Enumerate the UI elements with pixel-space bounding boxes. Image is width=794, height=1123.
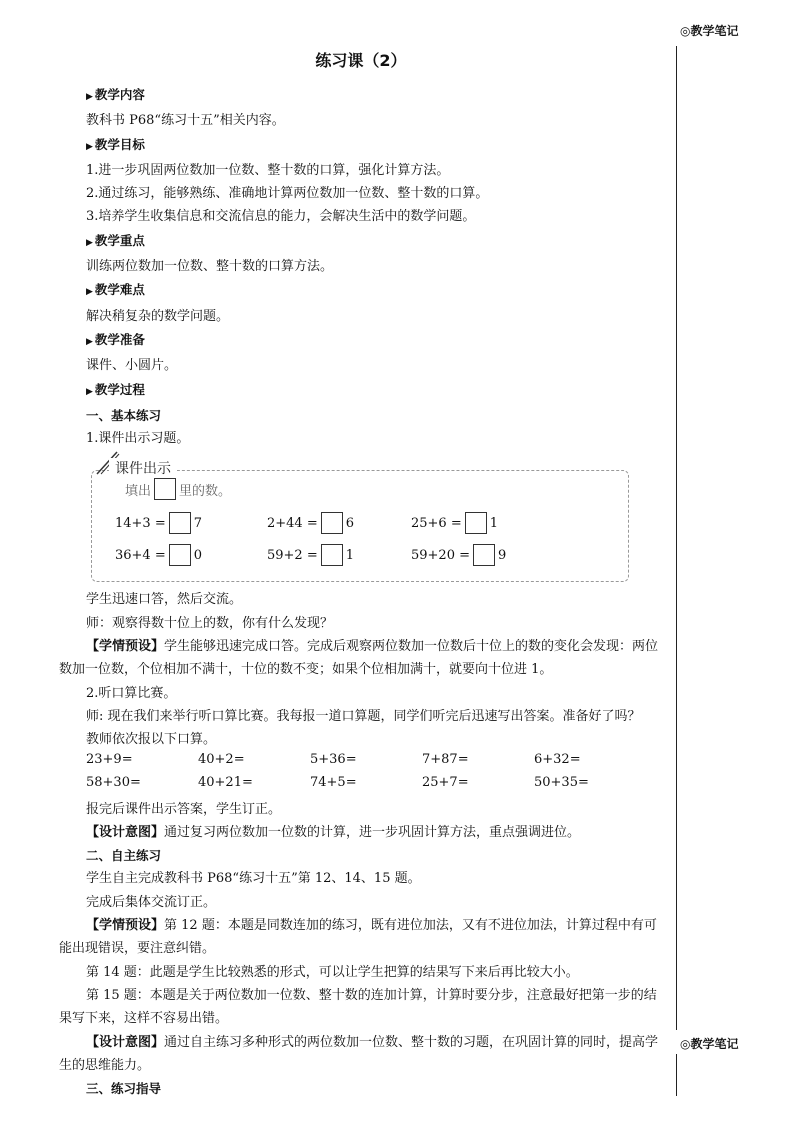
exercise-item: 36+4 = 0 bbox=[115, 544, 202, 566]
courseware-label: 课件出示 bbox=[109, 458, 177, 478]
part-heading: 三、练习指导 bbox=[86, 1081, 162, 1097]
oral-item: 74+5= bbox=[310, 774, 357, 790]
exercise-item: 25+6 = 1 bbox=[411, 512, 498, 534]
section-heading: ▶ 教学目标 bbox=[86, 136, 145, 152]
blank-box bbox=[321, 512, 343, 534]
part-heading: 一、基本练习 bbox=[86, 407, 162, 423]
section-heading: ▶ 教学过程 bbox=[86, 381, 145, 397]
paragraph: 第 14 题：此题是学生比较熟悉的形式，可以让学生把算的结果写下来后再比较大小。 bbox=[86, 964, 579, 980]
paragraph: 报完后课件出示答案，学生订正。 bbox=[86, 801, 282, 817]
exercise-item: 59+2 = 1 bbox=[267, 544, 354, 566]
paragraph: 1.进一步巩固两位数加一位数、整十数的口算，强化计算方法。 bbox=[86, 162, 450, 178]
part-heading: 二、自主练习 bbox=[86, 848, 162, 864]
oral-item: 7+87= bbox=[422, 751, 469, 767]
blank-box bbox=[169, 544, 191, 566]
courseware-hint: 填出 里的数。 bbox=[125, 478, 231, 500]
paragraph: 训练两位数加一位数、整十数的口算方法。 bbox=[86, 259, 334, 275]
page-title: 练习课（2） bbox=[315, 51, 407, 70]
margin-note-bottom: ◎教学笔记 bbox=[680, 1037, 739, 1051]
paragraph: 1.课件出示习题。 bbox=[86, 431, 190, 447]
paragraph: 学生迅速口答，然后交流。 bbox=[86, 592, 243, 608]
paragraph: 师：观察得数十位上的数，你有什么发现？ bbox=[86, 615, 334, 631]
paragraph: 【设计意图】通过复习两位数加一位数的计算，进一步巩固计算方法，重点强调进位。 bbox=[86, 824, 581, 840]
paragraph: 第 15 题：本题是关于两位数加一位数、整十数的连加计算，计算时要分步，注意最好把第一步的结果写下来，这样不容易出错。 bbox=[59, 987, 657, 1027]
oral-calc-grid bbox=[86, 752, 666, 798]
margin-divider-lower bbox=[676, 1054, 677, 1096]
exercise-item: 2+44 = 6 bbox=[267, 512, 354, 534]
triangle-icon: ▶ bbox=[86, 336, 93, 347]
blank-box bbox=[473, 544, 495, 566]
section-heading: ▶ 教学难点 bbox=[86, 282, 145, 298]
section-heading: ▶ 教学重点 bbox=[86, 232, 145, 248]
paragraph: 【设计意图】通过自主练习多种形式的两位数加一位数、整十数的习题，在巩固计算的同时，提高学生的思维能力。 bbox=[59, 1034, 659, 1073]
triangle-icon: ▶ bbox=[86, 92, 93, 102]
triangle-icon: ▶ bbox=[86, 141, 93, 152]
oral-item: 25+7= bbox=[422, 774, 469, 790]
triangle-icon: ▶ bbox=[86, 287, 93, 298]
paragraph: 教科书 P68“练习十五”相关内容。 bbox=[86, 113, 285, 129]
section-heading: ▶ 教学准备 bbox=[86, 331, 145, 347]
paragraph: 【学情预设】学生能够迅速完成口答。完成后观察两位数加一位数后十位上的数的变化会发现：两位数加一位数，个位相加不满十，十位的数不变；如果个位相加满十，就要向十位进 1。 bbox=[59, 639, 659, 678]
triangle-icon: ▶ bbox=[86, 386, 93, 397]
oral-item: 40+21= bbox=[198, 774, 253, 790]
blank-box bbox=[169, 512, 191, 534]
triangle-icon: ▶ bbox=[86, 237, 93, 248]
paragraph: 学生自主完成教科书 P68“练习十五”第 12、14、15 题。 bbox=[86, 871, 421, 887]
oral-item: 50+35= bbox=[534, 774, 589, 790]
paragraph: 解决稍复杂的数学问题。 bbox=[86, 308, 230, 324]
paragraph: 【学情预设】第 12 题：本题是同数连加的练习，既有进位加法，又有不进位加法，计算过程中有可能出现错误，要注意纠错。 bbox=[59, 918, 657, 957]
oral-item: 40+2= bbox=[198, 751, 245, 767]
paragraph: 课件、小圆片。 bbox=[86, 358, 178, 374]
paragraph: 2.听口算比赛。 bbox=[86, 685, 177, 701]
margin-divider bbox=[676, 46, 677, 1030]
oral-item: 58+30= bbox=[86, 774, 141, 790]
paragraph: 师: 现在我们来举行听口算比赛。我每报一道口算题，同学们听完后迅速写出答案。准备好了吗？ bbox=[86, 708, 641, 724]
exercise-item: 14+3 = 7 bbox=[115, 512, 202, 534]
blank-box bbox=[465, 512, 487, 534]
paragraph: 3.培养学生收集信息和交流信息的能力，会解决生活中的数学问题。 bbox=[86, 209, 476, 225]
paragraph: 完成后集体交流订正。 bbox=[86, 894, 217, 910]
lesson-plan bbox=[59, 48, 666, 1100]
margin-note-top: ◎教学笔记 bbox=[680, 24, 739, 38]
blank-box bbox=[154, 478, 176, 500]
exercise-item: 59+20 = 9 bbox=[411, 544, 506, 566]
courseware-box bbox=[91, 454, 631, 582]
paragraph: 教师依次报以下口算。 bbox=[86, 732, 217, 748]
blank-box bbox=[321, 544, 343, 566]
oral-item: 6+32= bbox=[534, 751, 581, 767]
oral-item: 23+9= bbox=[86, 751, 133, 767]
paragraph: 2.通过练习，能够熟练、准确地计算两位数加一位数、整十数的口算。 bbox=[86, 186, 489, 202]
oral-item: 5+36= bbox=[310, 751, 357, 767]
section-heading: ▶ 教学内容 bbox=[86, 87, 145, 102]
